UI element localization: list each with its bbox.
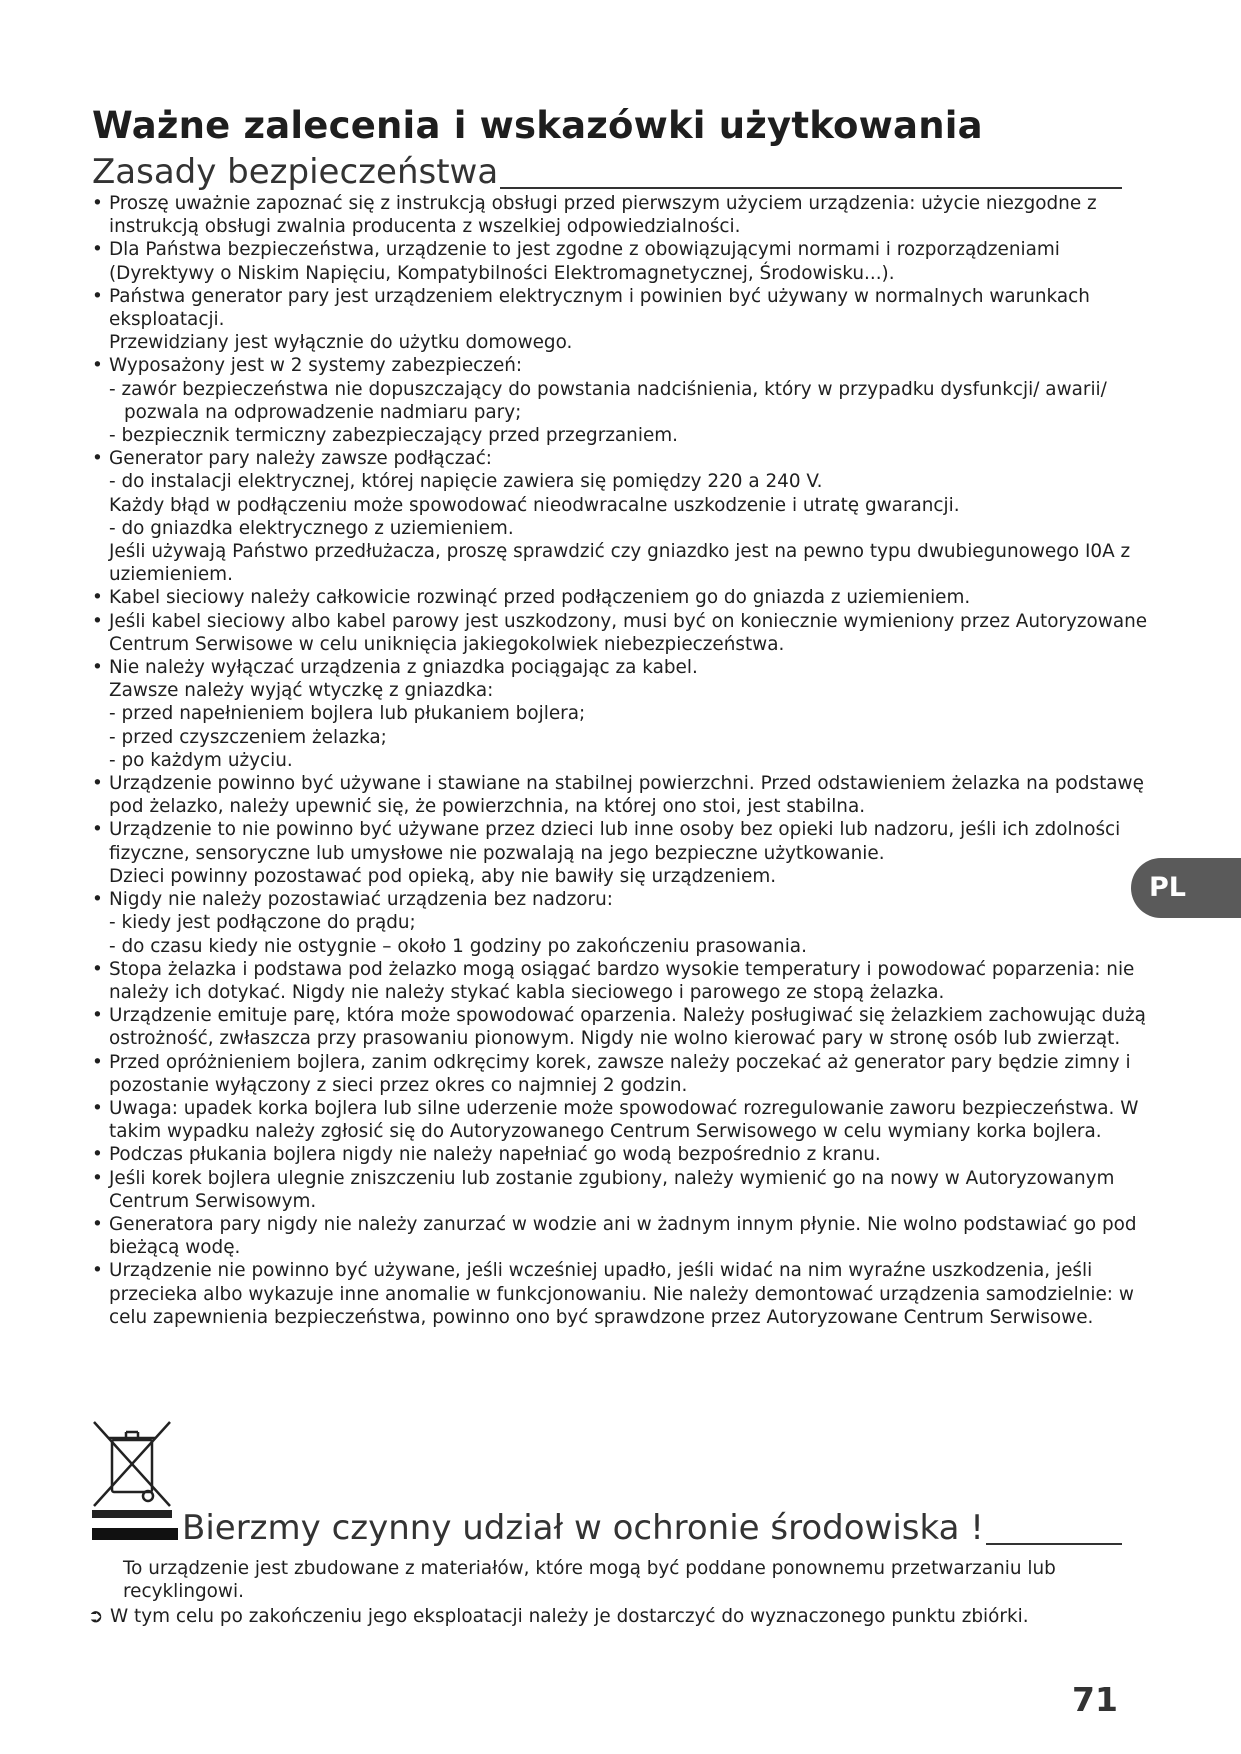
- heading-rule: [500, 187, 1122, 189]
- safety-rule-text: • Dla Państwa bezpieczeństwa, urządzenie to jest zgodne z obowiązującymi normami i rozporządzeniami (Dyrektywy o Niskim Napięciu, Kompatybilności Elektromagnetycznej, Środowisku...).: [109, 239, 1060, 284]
- language-tab: PL: [1131, 858, 1241, 918]
- page-number: 71: [1072, 1680, 1118, 1719]
- safety-rule-text: • Nie należy wyłączać urządzenia z gniazdka pociągając za kabel.: [109, 657, 698, 679]
- environment-instruction: [88, 1605, 1168, 1628]
- safety-rule: [92, 447, 1167, 586]
- safety-rule: [92, 354, 1167, 447]
- safety-rule-subitem: - do czasu kiedy nie ostygnie – około 1 godziny po zakończeniu prasowania.: [109, 935, 807, 957]
- safety-rule-text: • Urządzenie to nie powinno być używane przez dzieci lub inne osoby bez opieki lub nadzoru, jeśli ich zdolności fizyczne, sensoryczne lub umysłowe nie pozwalają na jego bezpieczne użytkowanie.: [109, 819, 1121, 864]
- heading-rule: [986, 1543, 1122, 1545]
- safety-rule-text: Zawsze należy wyjąć wtyczkę z gniazdka:: [109, 680, 494, 702]
- safety-rule-text: • Jeśli korek bojlera ulegnie zniszczeniu lub zostanie zgubiony, należy wymienić go na nowy w Autoryzowanym Centrum Serwisowym.: [109, 1167, 1115, 1212]
- safety-rule: [92, 1051, 1167, 1097]
- safety-rule-subitem: - do instalacji elektrycznej, której napięcie zawiera się pomiędzy 220 a 240 V.: [109, 471, 823, 493]
- safety-rule-text: • Nigdy nie należy pozostawiać urządzenia bez nadzoru:: [109, 889, 613, 911]
- section-heading: [92, 152, 1122, 192]
- safety-rule-subitem: - przed napełnieniem bojlera lub płukaniem bojlera;: [109, 703, 586, 725]
- safety-rule: [92, 1143, 1167, 1166]
- safety-rule: [92, 1097, 1167, 1143]
- safety-rule-subitem: - zawór bezpieczeństwa nie dopuszczający do powstania nadciśnienia, który w przypadku dysfunkcji/ awarii/ pozwala na odprowadzenie nadmiaru pary;: [109, 378, 1107, 423]
- safety-rule-text: Jeśli używają Państwo przedłużacza, proszę sprawdzić czy gniazdko jest na pewno typu dwubiegunowego I0A z uziemieniem.: [109, 541, 1131, 586]
- safety-rule-text: • Kabel sieciowy należy całkowicie rozwinąć przed podłączeniem go do gniazda z uziemieniem.: [109, 587, 971, 609]
- safety-rule: [92, 238, 1167, 284]
- environment-instruction-text: W tym celu po zakończeniu jego eksploatacji należy je dostarczyć do wyznaczonego punktu zbiórki.: [110, 1606, 1029, 1627]
- safety-rule-text: • Stopa żelazka i podstawa pod żelazko mogą osiągać bardzo wysokie temperatury i powodować poparzenia: nie należy ich dotykać. Nigdy nie należy stykać kabla sieciowego i parowego ze stopą żelazka.: [109, 958, 1135, 1003]
- safety-rule-subitem: - do gniazdka elektrycznego z uziemieniem.: [109, 517, 514, 539]
- safety-rule: [92, 656, 1167, 772]
- crossed-out-wheelie-bin-icon: [88, 1414, 176, 1520]
- environment-heading: [92, 1508, 1122, 1548]
- safety-rule: [92, 192, 1167, 238]
- safety-rule-subitem: - bezpiecznik termiczny zabezpieczający przed przegrzaniem.: [109, 425, 679, 447]
- safety-rule-text: • Proszę uważnie zapoznać się z instrukcją obsługi przed pierwszym użyciem urządzenia: użycie niezgodne z instrukcją obsługi zwalnia producenta z wszelkiej odpowiedzialności.: [109, 193, 1097, 238]
- safety-rule: [92, 1167, 1167, 1213]
- safety-rule-text: Dzieci powinny pozostawać pod opieką, aby nie bawiły się urządzeniem.: [109, 865, 777, 887]
- safety-rule: [92, 1259, 1167, 1329]
- safety-rule: [92, 888, 1167, 958]
- safety-rule-text: • Generator pary należy zawsze podłączać:: [109, 448, 492, 470]
- safety-rule: [92, 818, 1167, 888]
- safety-rule-text: • Podczas płukania bojlera nigdy nie należy napełniać go wodą bezpośrednio z kranu.: [109, 1144, 881, 1166]
- safety-rule: [92, 586, 1167, 609]
- safety-rule-text: • Wyposażony jest w 2 systemy zabezpieczeń:: [109, 355, 523, 377]
- section-heading-text: Zasady bezpieczeństwa: [92, 152, 499, 192]
- safety-rule-subitem: - po każdym użyciu.: [109, 749, 293, 771]
- safety-rule: [92, 958, 1167, 1004]
- safety-rule-subitem: - przed czyszczeniem żelazka;: [109, 726, 387, 748]
- safety-rule-text: Każdy błąd w podłączeniu może spowodować nieodwracalne uszkodzenie i utratę gwarancji.: [109, 494, 960, 516]
- safety-rule-text: • Państwa generator pary jest urządzeniem elektrycznym i powinien być używany w normalnych warunkach eksploatacji.: [109, 285, 1090, 331]
- safety-rule: [92, 610, 1167, 656]
- safety-rule-text: • Uwaga: upadek korka bojlera lub silne uderzenie może spowodować rozregulowanie zaworu bezpieczeństwa. W takim wypadku należy zgłosić się do Autoryzowanego Centrum Serwisowego w celu wymiany korka bojlera.: [109, 1097, 1139, 1143]
- safety-rule-text: • Urządzenie nie powinno być używane, jeśli wcześniej upadło, jeśli widać na nim wyraźne uszkodzenia, jeśli przecieka albo wykazuje inne anomalie w funkcjonowaniu. Nie należy demontować urządzenia samodzielnie: w celu zapewnienia bezpieczeństwa, powinno ono być sprawdzone przez Autoryzowane Centrum Serwisowe.: [109, 1260, 1134, 1328]
- safety-rule: [92, 1213, 1167, 1259]
- environment-heading-text: Bierzmy czynny udział w ochronie środowiska !: [182, 1508, 984, 1548]
- safety-rule-text: Przewidziany jest wyłącznie do użytku domowego.: [109, 332, 573, 354]
- safety-rule-text: • Urządzenie powinno być używane i stawiane na stabilnej powierzchni. Przed odstawieniem żelazka na podstawę pod żelazko, należy upewnić się, że powierzchnia, na której ono stoi, jest stabilna.: [109, 773, 1144, 818]
- safety-rule-text: • Przed opróżnieniem bojlera, zanim odkręcimy korek, zawsze należy poczekać aż generator pary będzie zimny i pozostanie wyłączony z sieci przez okres co najmniej 2 godzin.: [109, 1051, 1131, 1096]
- heading-bar: [92, 1528, 178, 1540]
- safety-rule: [92, 772, 1167, 818]
- safety-rule-text: • Generatora pary nigdy nie należy zanurzać w wodzie ani w żadnym innym płynie. Nie wolno podstawiać go pod bieżącą wodę.: [109, 1213, 1137, 1259]
- page-title: Ważne zalecenia i wskazówki użytkowania: [92, 104, 983, 147]
- safety-rule-text: • Urządzenie emituje parę, która może spowodować oparzenia. Należy posługiwać się żelazkiem zachowując dużą ostrożność, zwłaszcza przy prasowaniu pionowym. Nigdy nie wolno kierować pary w stronę osób lub zwierząt.: [109, 1005, 1146, 1050]
- safety-rule-text: • Jeśli kabel sieciowy albo kabel parowy jest uszkodzony, musi być on koniecznie wymieniony przez Autoryzowane Centrum Serwisowe w celu uniknięcia jakiegokolwiek niebezpieczeństwa.: [109, 610, 1148, 655]
- safety-rules-list: [92, 192, 1167, 1329]
- safety-rule: [92, 285, 1167, 355]
- environment-text: To urządzenie jest zbudowane z materiałów, które mogą być poddane ponownemu przetwarzaniu lub recyklingowi.: [123, 1558, 1056, 1602]
- safety-rule-subitem: - kiedy jest podłączone do prądu;: [109, 912, 416, 934]
- arrow-right-circle-icon: ➲: [88, 1606, 104, 1627]
- safety-rule: [92, 1004, 1167, 1050]
